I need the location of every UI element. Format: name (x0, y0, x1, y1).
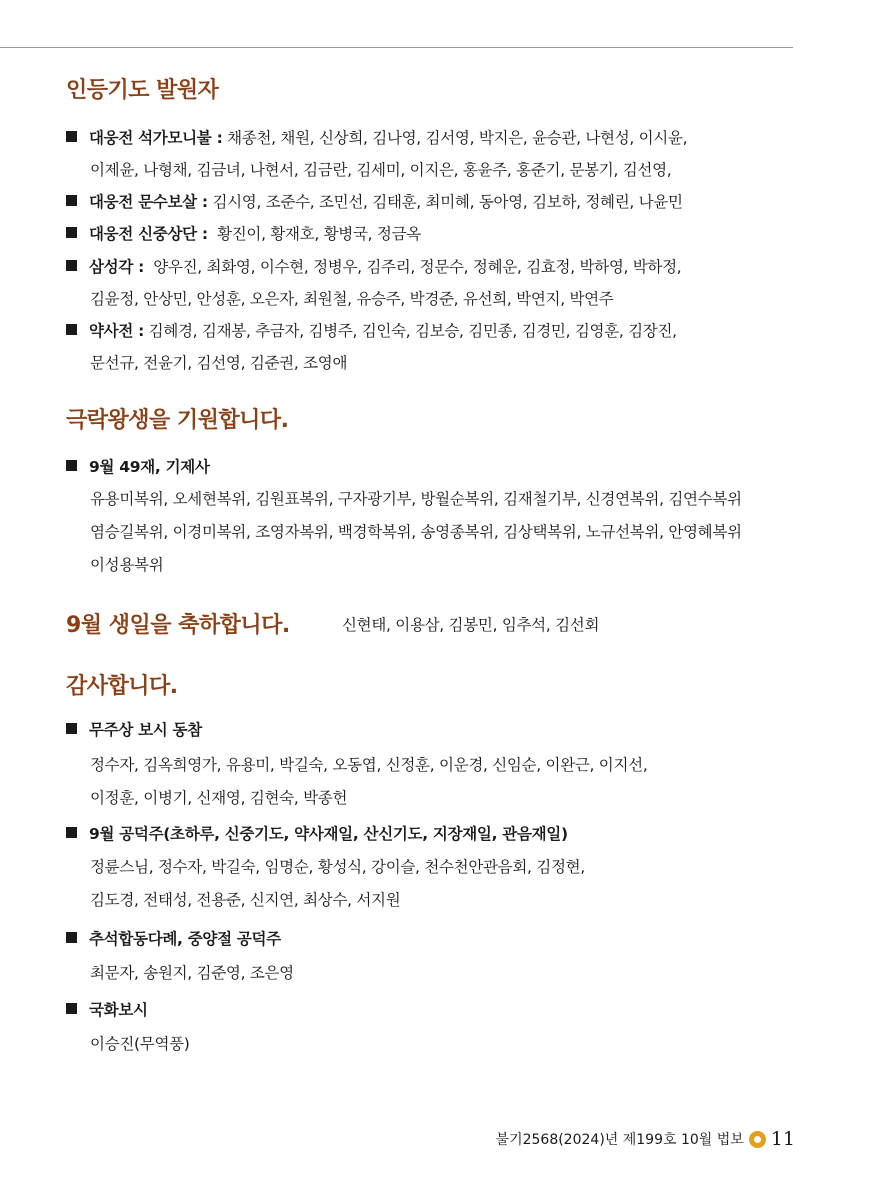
list-item (66, 255, 681, 277)
square-bullet-icon (66, 195, 77, 206)
group-label: 약사전 : (89, 322, 145, 340)
memorial-heading: 극락왕생을 기원합니다. (66, 408, 289, 433)
birthday-names: 신현태, 이용삼, 김봉민, 임추석, 김선회 (342, 616, 600, 634)
square-bullet-icon (66, 827, 77, 838)
dharma-wheel-icon (749, 1131, 766, 1148)
group-names: 김시영, 조준수, 조민선, 김태훈, 최미혜, 동아영, 김보하, 정혜린, 나윤민 (212, 193, 683, 211)
thanks-names-line: 이정훈, 이병기, 신재영, 김현숙, 박종헌 (90, 789, 348, 807)
square-bullet-icon (66, 723, 77, 734)
thanks-names-line: 정륜스님, 정수자, 박길숙, 임명순, 황성식, 강이슬, 천수천안관음회, 김정현, (90, 858, 585, 876)
thanks-names-line: 이승진(무역풍) (90, 1035, 190, 1053)
group-names: 황진이, 황재호, 황병국, 정금옥 (217, 225, 421, 243)
list-item-continued: 이제윤, 나형채, 김금녀, 나현서, 김금란, 김세미, 이지은, 홍윤주, 홍준기, 문봉기, 김선영, (90, 161, 672, 179)
group-names: 김혜경, 김재봉, 추금자, 김병주, 김인숙, 김보승, 김민종, 김경민, 김영훈, 김장진, (148, 322, 677, 340)
memorial-title (66, 455, 210, 477)
list-item-continued: 김윤정, 안상민, 안성훈, 오은자, 최원철, 유승주, 박경준, 유선희, 박연지, 박연주 (90, 290, 614, 308)
group-label: 대웅전 석가모니불 : (89, 129, 223, 147)
memorial-line: 유용미복위, 오세현복위, 김원표복위, 구자광기부, 방월순복위, 김재철기부, 신경연복위, 김연수복위 (90, 490, 742, 508)
thanks-group-title-text: 국화보시 (89, 1001, 148, 1019)
list-item (66, 126, 687, 148)
group-names: 채종천, 채원, 신상희, 김나영, 김서영, 박지은, 윤승관, 나현성, 이시윤, (227, 129, 688, 147)
group-label: 삼성각 : (89, 258, 145, 276)
square-bullet-icon (66, 324, 77, 335)
thanks-group-title (66, 718, 202, 740)
memorial-line: 이성용복위 (90, 556, 164, 574)
thanks-names-line: 최문자, 송원지, 김준영, 조은영 (90, 964, 294, 982)
square-bullet-icon (66, 227, 77, 238)
page-footer (496, 1128, 795, 1150)
lantern-heading: 인등기도 발원자 (66, 78, 219, 103)
footer-text: 불기2568(2024)년 제199호 10월 법보 (495, 1132, 744, 1148)
thanks-group-title (66, 822, 568, 844)
square-bullet-icon (66, 932, 77, 943)
page-number: 11 (770, 1128, 795, 1150)
thanks-group-title-text: 추석합동다례, 중양절 공덕주 (89, 930, 281, 948)
list-item (66, 319, 677, 341)
birthday-heading: 9월 생일을 축하합니다. (66, 613, 290, 638)
thanks-names-line: 김도경, 전태성, 전용준, 신지연, 최상수, 서지원 (90, 891, 401, 909)
list-item (66, 222, 421, 244)
thanks-group-title-text: 9월 공덕주(초하루, 신중기도, 약사재일, 산신기도, 지장재일, 관음재일) (89, 825, 568, 843)
memorial-title-text: 9월 49재, 기제사 (89, 458, 210, 476)
square-bullet-icon (66, 260, 77, 271)
thanks-group-title-text: 무주상 보시 동참 (89, 721, 202, 739)
thanks-names-line: 정수자, 김옥희영가, 유용미, 박길숙, 오동엽, 신정훈, 이운경, 신임순, 이완근, 이지선, (90, 756, 648, 774)
square-bullet-icon (66, 460, 77, 471)
thanks-group-title (66, 998, 148, 1020)
square-bullet-icon (66, 131, 77, 142)
group-label: 대웅전 신중상단 : (89, 225, 208, 243)
group-label: 대웅전 문수보살 : (89, 193, 208, 211)
list-item (66, 190, 683, 212)
thanks-group-title (66, 927, 281, 949)
thanks-heading: 감사합니다. (66, 674, 178, 699)
group-names: 양우진, 최화영, 이수현, 정병우, 김주리, 정문수, 정혜운, 김효정, 박하영, 박하정, (153, 258, 682, 276)
list-item-continued: 문선규, 전윤기, 김선영, 김준권, 조영애 (90, 354, 348, 372)
top-divider (0, 47, 793, 48)
memorial-line: 염승길복위, 이경미복위, 조영자복위, 백경학복위, 송영종복위, 김상택복위, 노규선복위, 안영혜복위 (90, 523, 742, 541)
square-bullet-icon (66, 1003, 77, 1014)
